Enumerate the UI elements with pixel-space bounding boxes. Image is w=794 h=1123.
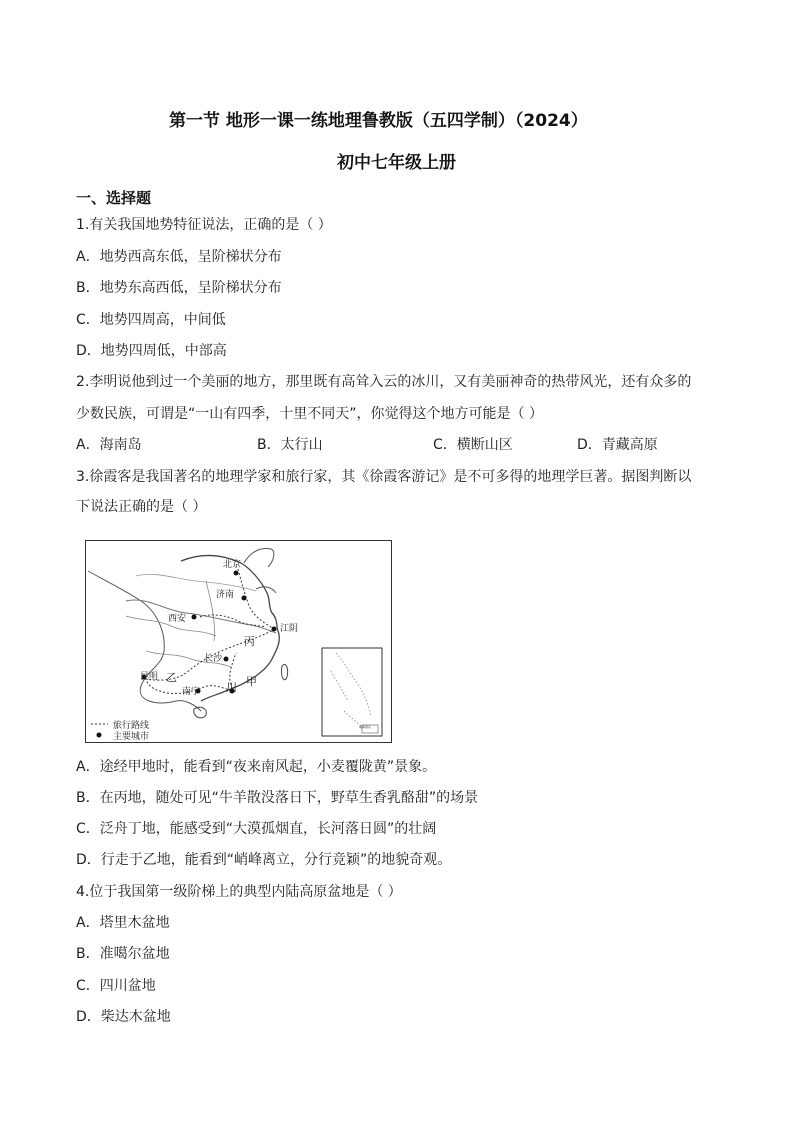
question-2-stem-line-2: 少数民族，可谓是“一山有四季，十里不同天”，你觉得这个地方可能是（ ） xyxy=(76,406,543,422)
question-4-stem: 4.位于我国第一级阶梯上的典型内陆高原盆地是（ ） xyxy=(76,884,402,900)
city-label-jinan: 济南 xyxy=(216,590,235,600)
region-label-jia: 甲 xyxy=(246,675,257,688)
section-heading: 一、选择题 xyxy=(76,189,152,207)
question-3-option-c[interactable]: C．泛舟丁地，能感受到“大漠孤烟直，长河落日圆”的壮阔 xyxy=(76,821,437,837)
question-3-option-a[interactable]: A．途经甲地时，能看到“夜来南风起，小麦覆陇黄”景象。 xyxy=(76,759,437,775)
question-3-option-b[interactable]: B．在丙地，随处可见“牛羊散没落日下，野草生香乳酪甜”的场景 xyxy=(76,790,479,806)
city-label-beijing: 北京 xyxy=(223,560,242,570)
question-1-option-d[interactable]: D．地势四周低，中部高 xyxy=(76,343,227,359)
question-2-option-b[interactable]: B．太行山 xyxy=(257,437,323,453)
document-title: 第一节 地形一课一练地理鲁教版（五四学制）（2024） xyxy=(169,111,588,131)
legend-label-route: 旅行路线 xyxy=(113,721,150,731)
city-label-nanning: 南宁 xyxy=(182,687,201,697)
legend-label-city: 主要城市 xyxy=(113,732,150,742)
travel-route-map xyxy=(85,540,392,743)
question-4-option-c[interactable]: C．四川盆地 xyxy=(76,978,156,994)
question-1-option-b[interactable]: B．地势东高西低，呈阶梯状分布 xyxy=(76,280,282,296)
question-4-option-a[interactable]: A．塔里木盆地 xyxy=(76,915,170,931)
region-label-yi: 乙 xyxy=(166,671,177,684)
question-2-option-d[interactable]: D．青藏高原 xyxy=(577,437,658,453)
question-1-stem: 1.有关我国地势特征说法，正确的是（ ） xyxy=(76,217,332,233)
question-1-option-c[interactable]: C．地势四周高，中间低 xyxy=(76,312,226,328)
question-2-stem-line-1: 2.李明说他到过一个美丽的地方，那里既有高耸入云的冰川，又有美丽神奇的热带风光，还有众多的 xyxy=(76,374,692,390)
city-label-kunming: 昆明 xyxy=(140,672,159,682)
question-2-option-a[interactable]: A．海南岛 xyxy=(76,437,142,453)
question-3-stem-line-1: 3.徐霞客是我国著名的地理学家和旅行家，其《徐霞客游记》是不可多得的地理学巨著。据图判断以 xyxy=(76,469,692,485)
question-3-option-d[interactable]: D．行走于乙地，能看到“峭峰离立，分行竞颖”的地貌奇观。 xyxy=(76,852,452,868)
question-4-option-b[interactable]: B．准噶尔盆地 xyxy=(76,946,170,962)
question-3-stem-line-2: 下说法正确的是（ ） xyxy=(76,499,207,515)
city-label-changsha: 长沙 xyxy=(204,654,223,664)
city-label-jiangyin: 江阴 xyxy=(280,624,299,634)
region-label-chuan: 川 xyxy=(226,681,237,694)
region-label-bing: 丙 xyxy=(244,635,255,648)
inset-map-label: 南海诸岛 xyxy=(359,725,372,729)
question-4-option-d[interactable]: D．柴达木盆地 xyxy=(76,1009,171,1025)
question-1-option-a[interactable]: A．地势西高东低，呈阶梯状分布 xyxy=(76,249,282,265)
question-2-option-c[interactable]: C．横断山区 xyxy=(433,437,513,453)
document-subtitle: 初中七年级上册 xyxy=(337,153,456,173)
city-label-xian: 西安 xyxy=(168,614,187,624)
